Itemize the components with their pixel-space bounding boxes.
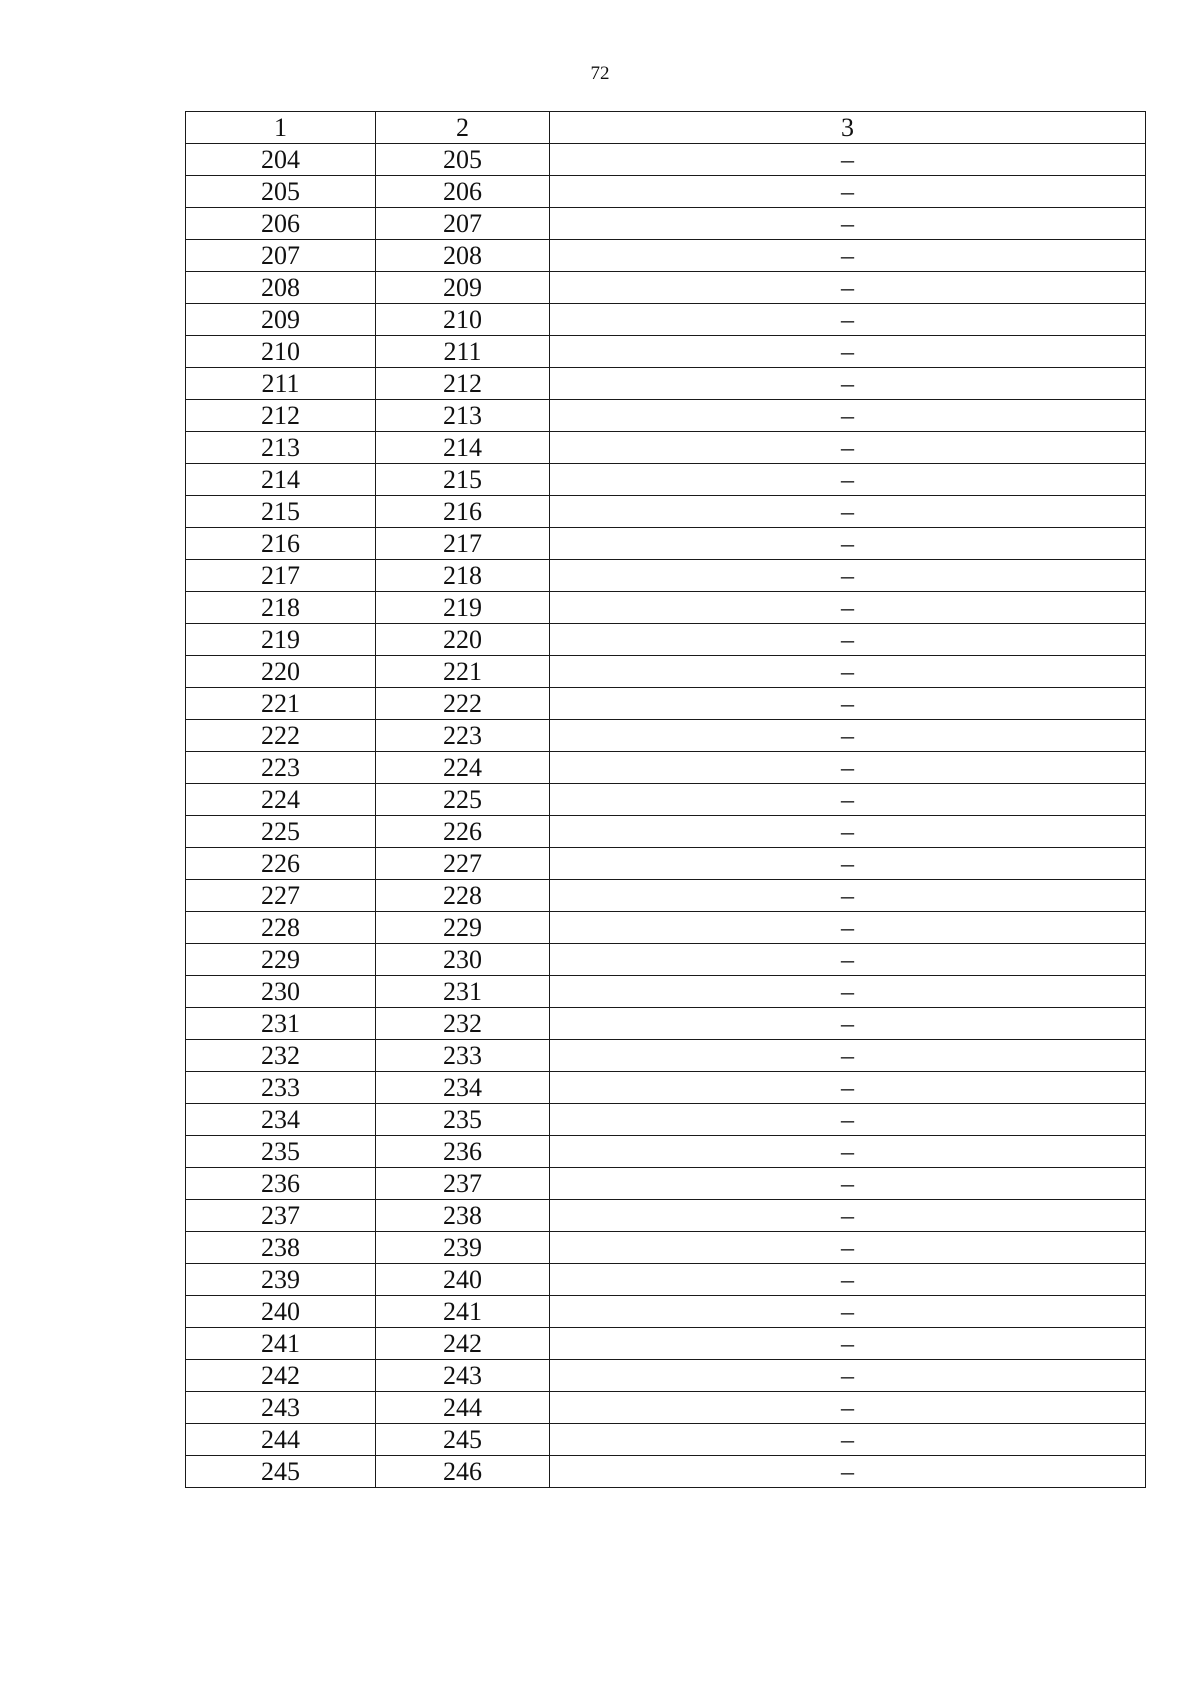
table-cell-col-3: – [550, 464, 1146, 496]
table-row [186, 688, 1146, 720]
table-row [186, 720, 1146, 752]
table-row [186, 944, 1146, 976]
table-cell-col-3: – [550, 1456, 1146, 1488]
table-cell-col-1: 245 [186, 1456, 376, 1488]
table-row [186, 1008, 1146, 1040]
table-cell-col-1: 224 [186, 784, 376, 816]
table-row [186, 1296, 1146, 1328]
table-cell-col-2: 214 [376, 432, 550, 464]
table-cell-col-2: 245 [376, 1424, 550, 1456]
table-cell-col-3: – [550, 560, 1146, 592]
table-cell-col-3: – [550, 720, 1146, 752]
table-cell-col-3: – [550, 1424, 1146, 1456]
table-cell-col-2: 242 [376, 1328, 550, 1360]
table-cell-col-3: – [550, 1360, 1146, 1392]
table-cell-col-2: 238 [376, 1200, 550, 1232]
table-cell-col-2: 235 [376, 1104, 550, 1136]
table-row [186, 240, 1146, 272]
table-cell-col-1: 212 [186, 400, 376, 432]
table-cell-col-2: 227 [376, 848, 550, 880]
table-cell-col-2: 222 [376, 688, 550, 720]
table-row [186, 752, 1146, 784]
table-cell-col-3: – [550, 752, 1146, 784]
table-cell-col-3: – [550, 656, 1146, 688]
table-cell-col-1: 219 [186, 624, 376, 656]
table-cell-col-2: 221 [376, 656, 550, 688]
table-row [186, 1328, 1146, 1360]
table-cell-col-1: 235 [186, 1136, 376, 1168]
table-cell-col-2: 223 [376, 720, 550, 752]
table-cell-col-3: – [550, 1008, 1146, 1040]
table-row [186, 1072, 1146, 1104]
table-cell-col-3: – [550, 944, 1146, 976]
data-table [185, 111, 1146, 1488]
table-cell-col-1: 240 [186, 1296, 376, 1328]
table-cell-col-1: 226 [186, 848, 376, 880]
table-row [186, 176, 1146, 208]
header-row [186, 112, 1146, 144]
table-cell-col-3: – [550, 976, 1146, 1008]
table-row [186, 528, 1146, 560]
table-cell-col-3: – [550, 688, 1146, 720]
table-cell-col-3: – [550, 1040, 1146, 1072]
table-cell-col-1: 209 [186, 304, 376, 336]
table-cell-col-1: 241 [186, 1328, 376, 1360]
table-row [186, 144, 1146, 176]
table-row [186, 1424, 1146, 1456]
table-cell-col-2: 241 [376, 1296, 550, 1328]
table-cell-col-2: 208 [376, 240, 550, 272]
table-row [186, 784, 1146, 816]
table-cell-col-1: 208 [186, 272, 376, 304]
table-cell-col-1: 221 [186, 688, 376, 720]
table-row [186, 912, 1146, 944]
table-cell-col-3: – [550, 336, 1146, 368]
table-cell-col-1: 205 [186, 176, 376, 208]
table-row [186, 1136, 1146, 1168]
table-cell-col-3: – [550, 304, 1146, 336]
column-header-3: 3 [550, 112, 1146, 144]
table-cell-col-1: 236 [186, 1168, 376, 1200]
table-row [186, 848, 1146, 880]
table-cell-col-3: – [550, 496, 1146, 528]
table-cell-col-3: – [550, 1136, 1146, 1168]
table-cell-col-3: – [550, 368, 1146, 400]
table-cell-col-2: 236 [376, 1136, 550, 1168]
table-cell-col-2: 218 [376, 560, 550, 592]
table-cell-col-2: 244 [376, 1392, 550, 1424]
table-cell-col-3: – [550, 144, 1146, 176]
table-cell-col-2: 226 [376, 816, 550, 848]
table-cell-col-1: 216 [186, 528, 376, 560]
page-number: 72 [590, 63, 610, 84]
table-cell-col-2: 229 [376, 912, 550, 944]
table-cell-col-2: 232 [376, 1008, 550, 1040]
table-cell-col-2: 224 [376, 752, 550, 784]
table-cell-col-1: 222 [186, 720, 376, 752]
table-cell-col-1: 242 [186, 1360, 376, 1392]
data-table-container [185, 111, 1145, 1488]
table-cell-col-2: 240 [376, 1264, 550, 1296]
table-row [186, 1200, 1146, 1232]
table-cell-col-2: 234 [376, 1072, 550, 1104]
table-cell-col-3: – [550, 432, 1146, 464]
table-cell-col-3: – [550, 400, 1146, 432]
table-cell-col-2: 246 [376, 1456, 550, 1488]
table-row [186, 1232, 1146, 1264]
table-cell-col-2: 219 [376, 592, 550, 624]
table-row [186, 368, 1146, 400]
table-cell-col-1: 217 [186, 560, 376, 592]
table-cell-col-3: – [550, 592, 1146, 624]
table-cell-col-1: 223 [186, 752, 376, 784]
table-row [186, 272, 1146, 304]
table-cell-col-2: 216 [376, 496, 550, 528]
table-row [186, 1456, 1146, 1488]
table-cell-col-1: 211 [186, 368, 376, 400]
table-body [186, 144, 1146, 1488]
table-cell-col-3: – [550, 816, 1146, 848]
table-row [186, 400, 1146, 432]
table-cell-col-2: 237 [376, 1168, 550, 1200]
table-cell-col-1: 243 [186, 1392, 376, 1424]
table-cell-col-3: – [550, 1392, 1146, 1424]
table-cell-col-3: – [550, 1104, 1146, 1136]
column-header-2: 2 [376, 112, 550, 144]
table-cell-col-1: 213 [186, 432, 376, 464]
table-cell-col-1: 232 [186, 1040, 376, 1072]
table-row [186, 592, 1146, 624]
table-cell-col-3: – [550, 1232, 1146, 1264]
table-cell-col-2: 205 [376, 144, 550, 176]
table-header [186, 112, 1146, 144]
table-cell-col-1: 215 [186, 496, 376, 528]
table-cell-col-2: 228 [376, 880, 550, 912]
table-cell-col-2: 243 [376, 1360, 550, 1392]
table-row [186, 1104, 1146, 1136]
table-cell-col-1: 206 [186, 208, 376, 240]
table-cell-col-2: 233 [376, 1040, 550, 1072]
table-row [186, 208, 1146, 240]
table-cell-col-1: 225 [186, 816, 376, 848]
table-cell-col-3: – [550, 848, 1146, 880]
table-cell-col-2: 211 [376, 336, 550, 368]
table-cell-col-2: 239 [376, 1232, 550, 1264]
table-row [186, 336, 1146, 368]
table-row [186, 496, 1146, 528]
table-cell-col-3: – [550, 1072, 1146, 1104]
table-row [186, 304, 1146, 336]
table-cell-col-1: 220 [186, 656, 376, 688]
table-cell-col-3: – [550, 272, 1146, 304]
table-cell-col-3: – [550, 1264, 1146, 1296]
table-row [186, 624, 1146, 656]
table-cell-col-1: 234 [186, 1104, 376, 1136]
table-row [186, 880, 1146, 912]
table-row [186, 464, 1146, 496]
table-row [186, 1360, 1146, 1392]
table-cell-col-3: – [550, 1200, 1146, 1232]
column-header-1: 1 [186, 112, 376, 144]
table-cell-col-2: 209 [376, 272, 550, 304]
table-cell-col-2: 213 [376, 400, 550, 432]
table-cell-col-2: 230 [376, 944, 550, 976]
table-cell-col-3: – [550, 1328, 1146, 1360]
table-cell-col-1: 244 [186, 1424, 376, 1456]
table-cell-col-2: 231 [376, 976, 550, 1008]
table-cell-col-1: 229 [186, 944, 376, 976]
table-cell-col-2: 206 [376, 176, 550, 208]
table-cell-col-3: – [550, 240, 1146, 272]
table-cell-col-3: – [550, 528, 1146, 560]
table-cell-col-1: 238 [186, 1232, 376, 1264]
table-cell-col-3: – [550, 912, 1146, 944]
table-row [186, 1168, 1146, 1200]
table-row [186, 816, 1146, 848]
table-cell-col-1: 237 [186, 1200, 376, 1232]
table-cell-col-1: 228 [186, 912, 376, 944]
table-cell-col-3: – [550, 624, 1146, 656]
table-cell-col-1: 230 [186, 976, 376, 1008]
table-cell-col-3: – [550, 176, 1146, 208]
table-cell-col-2: 215 [376, 464, 550, 496]
table-row [186, 656, 1146, 688]
table-cell-col-3: – [550, 1296, 1146, 1328]
table-row [186, 1040, 1146, 1072]
table-cell-col-3: – [550, 784, 1146, 816]
table-cell-col-1: 207 [186, 240, 376, 272]
table-cell-col-1: 204 [186, 144, 376, 176]
table-cell-col-1: 210 [186, 336, 376, 368]
table-row [186, 976, 1146, 1008]
table-row [186, 560, 1146, 592]
table-cell-col-1: 233 [186, 1072, 376, 1104]
table-cell-col-1: 214 [186, 464, 376, 496]
table-cell-col-1: 227 [186, 880, 376, 912]
table-cell-col-2: 225 [376, 784, 550, 816]
table-cell-col-1: 218 [186, 592, 376, 624]
table-cell-col-2: 207 [376, 208, 550, 240]
table-cell-col-2: 212 [376, 368, 550, 400]
table-row [186, 432, 1146, 464]
table-cell-col-2: 220 [376, 624, 550, 656]
table-cell-col-3: – [550, 1168, 1146, 1200]
table-cell-col-1: 239 [186, 1264, 376, 1296]
table-cell-col-1: 231 [186, 1008, 376, 1040]
table-row [186, 1392, 1146, 1424]
table-cell-col-2: 217 [376, 528, 550, 560]
table-cell-col-2: 210 [376, 304, 550, 336]
table-cell-col-3: – [550, 880, 1146, 912]
table-row [186, 1264, 1146, 1296]
table-cell-col-3: – [550, 208, 1146, 240]
